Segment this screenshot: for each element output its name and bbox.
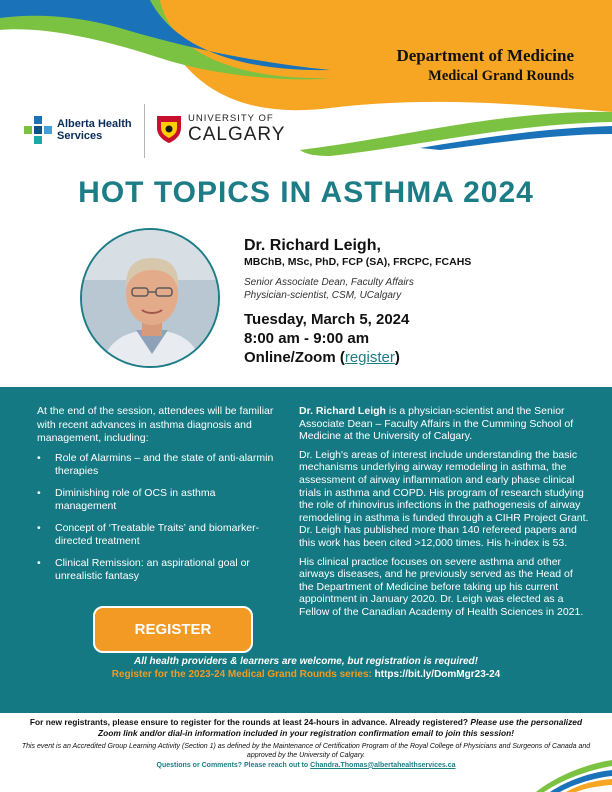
register-link[interactable]: register — [344, 349, 395, 366]
objective-item: • Concept of ‘Treatable Traits’ and biomarker-directed treatment — [37, 522, 275, 549]
ahs-name-line1: Alberta Health — [57, 118, 132, 130]
series-registration-link[interactable]: https://bit.ly/DomMgr23-24 — [374, 669, 501, 680]
bio-speaker-name: Dr. Richard Leigh — [299, 405, 386, 417]
ucalgary-name-line1: UNIVERSITY OF — [188, 113, 274, 125]
event-time: 8:00 am - 9:00 am — [244, 330, 370, 347]
objectives-list — [37, 452, 275, 584]
registration-notice — [20, 717, 592, 738]
ucalgary-crest-icon — [156, 114, 182, 144]
department-heading — [396, 46, 574, 86]
bio-paragraph-1 — [299, 405, 589, 443]
speaker-name: Dr. Richard Leigh, — [244, 237, 381, 254]
footer-swoosh — [536, 752, 612, 792]
speaker-portrait-image — [82, 230, 220, 368]
series-registration — [0, 668, 612, 681]
speaker-credentials: MBChB, MSc, PhD, FCP (SA), FRCPC, FCAHS — [244, 256, 472, 268]
series-label: Register for the 2023-24 Medical Grand Rounds series: — [111, 669, 375, 680]
bio-paragraph-3: His clinical practice focuses on severe asthma and other airways diseases, and he previously served as the Head of the Department of Medicine before taking up his current appointment in January 2020. Dr. Leigh was elected as a Fellow of the Canadian Academy of Health Sciences in 2021. — [299, 555, 584, 618]
speaker-roles — [244, 276, 594, 302]
event-date: Tuesday, March 5, 2024 — [244, 311, 410, 328]
contact-email-link[interactable]: Chandra.Thomas@albertahealthservices.ca — [310, 761, 456, 769]
event-location — [244, 348, 594, 367]
objective-item: • Role of Alarmins – and the state of anti-alarmin therapies — [37, 452, 275, 479]
ucalgary-logo — [156, 114, 285, 144]
speaker-role-2: Physician-scientist, CSM, UCalgary — [244, 290, 402, 301]
bio-intro: is a physician-scientist and the Senior Associate Dean – Faculty Affairs in the Cumming School of Medicine at the University of Calgary. — [299, 405, 574, 443]
learning-objectives — [37, 405, 275, 592]
speaker-info — [244, 237, 594, 367]
contact-line — [20, 761, 592, 770]
ahs-cross-icon — [24, 116, 52, 144]
open-paren: ( — [335, 349, 345, 366]
ahs-logo — [24, 116, 132, 144]
logo-divider — [144, 104, 145, 158]
department-title: Department of Medicine — [396, 46, 574, 65]
bio-paragraph-2: Dr. Leigh's areas of interest include understanding the basic mechanisms underlying airway remodeling in asthma, the assessment of airway inflammation and early phase clinical trials in asthma and COPD. His program of research studying the role of rhinovirus infections in the pathogenesis of airway remodeling in asthma is funded through a CIHR Project Grant. Dr. Leigh has published more than 140 refereed papers and this work has been cited >12,000 times. His h-index is 53. — [299, 448, 589, 549]
accreditation-note: This event is an Accredited Group Learning Activity (Section 1) as defined by the Maintenance of Certification Program of the Royal College of Physicians and Surgeons of Canada and approved by the University of Calgary. — [21, 743, 591, 759]
details-section — [0, 387, 612, 713]
ahs-name-line2: Services — [57, 130, 103, 142]
notice-bold: For new registrants, please ensure to register for the rounds at least 24-hours in advance. Already registered? — [29, 717, 469, 727]
event-title: HOT TOPICS IN ASTHMA 2024 — [78, 176, 534, 209]
location-text: Online/Zoom — [244, 349, 336, 366]
notice-italic: Please use the personalized Zoom link and/or dial-in information included in your registration confirmation email to join this session! — [98, 717, 583, 738]
close-paren: ) — [394, 349, 400, 366]
objective-item: • Diminishing role of OCS in asthma management — [37, 487, 275, 514]
footer — [20, 717, 592, 770]
speaker-photo — [80, 228, 220, 368]
speaker-bio — [299, 405, 589, 625]
objective-item: • Clinical Remission: an aspirational goal or unrealistic fantasy — [37, 557, 275, 584]
contact-label: Questions or Comments? Please reach out to — [156, 761, 311, 769]
objectives-intro: At the end of the session, attendees will be familiar with recent advances in asthma diagnosis and management, including: — [37, 405, 274, 444]
speaker-role-1: Senior Associate Dean, Faculty Affairs — [244, 277, 414, 288]
ucalgary-name-line2: CALGARY — [188, 123, 286, 145]
series-title: Medical Grand Rounds — [428, 68, 574, 84]
register-button[interactable]: REGISTER — [93, 606, 253, 653]
welcome-note: All health providers & learners are welcome, but registration is required! — [134, 656, 478, 667]
